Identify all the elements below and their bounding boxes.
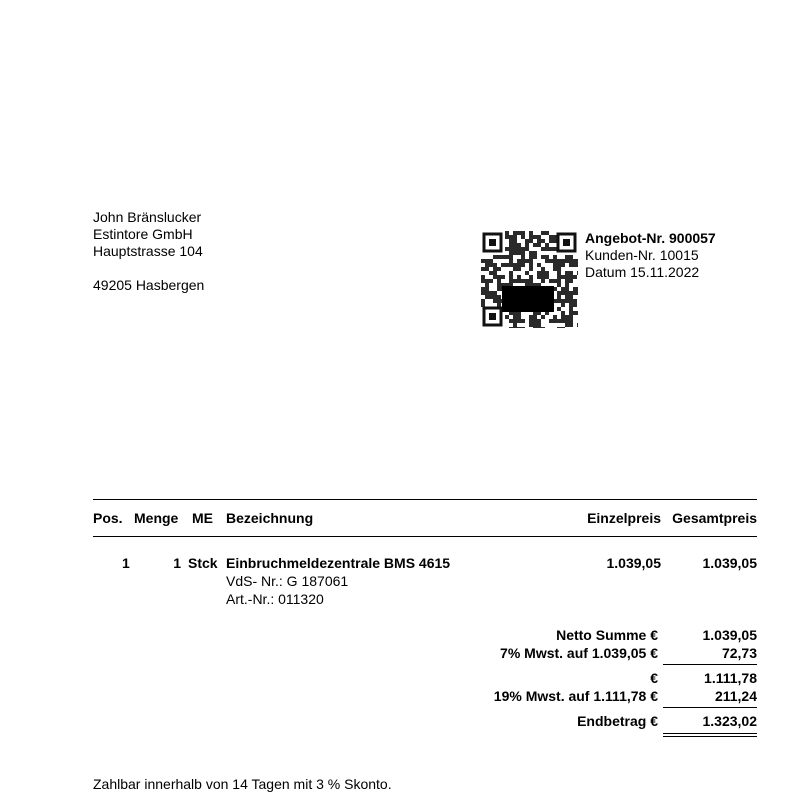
qr-cell: [569, 291, 573, 295]
qr-cell: [525, 279, 529, 283]
qr-cell: [517, 275, 521, 279]
qr-cell: [565, 287, 569, 291]
qr-cell: [545, 231, 549, 235]
qr-cell: [561, 319, 565, 323]
qr-cell: [541, 271, 545, 275]
qr-cell: [573, 263, 577, 267]
recipient-street: Hauptstrasse 104: [93, 243, 203, 259]
qr-cell: [529, 231, 533, 235]
qr-cell: [521, 319, 525, 323]
qr-cell: [553, 263, 557, 267]
qr-cell: [513, 251, 517, 255]
qr-cell: [509, 263, 513, 267]
qr-cell: [533, 315, 537, 319]
qr-cell: [557, 307, 561, 311]
qr-cell: [509, 279, 513, 283]
qr-cell: [573, 303, 577, 307]
qr-cell: [493, 267, 497, 271]
qr-cell: [569, 311, 573, 315]
qr-cell: [553, 319, 557, 323]
qr-cell: [501, 255, 505, 259]
qr-cell: [489, 291, 493, 295]
qr-cell: [549, 279, 553, 283]
qr-cell: [497, 255, 501, 259]
qr-cell: [481, 291, 485, 295]
qr-cell: [509, 235, 513, 239]
qr-cell: [521, 255, 525, 259]
qr-cell: [509, 259, 513, 263]
qr-cell: [565, 323, 569, 327]
header-pos: Pos.: [93, 510, 123, 526]
qr-cell: [553, 315, 557, 319]
qr-cell: [497, 287, 501, 291]
qr-cell: [569, 299, 573, 303]
qr-cell: [565, 299, 569, 303]
qr-cell: [497, 303, 501, 307]
qr-cell: [521, 279, 525, 283]
qr-cell: [485, 263, 489, 267]
qr-cell: [537, 323, 541, 327]
qr-cell: [525, 259, 529, 263]
row-unit: Stck: [188, 555, 218, 571]
qr-cell: [541, 239, 545, 243]
qr-cell: [569, 323, 573, 327]
qr-cell: [545, 259, 549, 263]
qr-cell: [553, 235, 557, 239]
qr-cell: [569, 315, 573, 319]
qr-cell: [541, 267, 545, 271]
qr-cell: [561, 291, 565, 295]
qr-cell: [569, 255, 573, 259]
qr-cell: [493, 263, 497, 267]
qr-cell: [557, 291, 561, 295]
qr-cell: [505, 231, 509, 235]
qr-cell: [537, 263, 541, 267]
qr-cell: [553, 259, 557, 263]
qr-cell: [537, 243, 541, 247]
qr-cell: [573, 259, 577, 263]
qr-cell: [525, 243, 529, 247]
qr-cell: [509, 275, 513, 279]
final-double-rule-2: [663, 736, 757, 737]
qr-cell: [517, 279, 521, 283]
qr-cell: [557, 263, 561, 267]
qr-cell: [561, 303, 565, 307]
row-qty: 1: [173, 555, 181, 571]
qr-cell: [553, 267, 557, 271]
qr-cell: [485, 291, 489, 295]
redaction-block: [502, 286, 554, 312]
qr-cell: [545, 275, 549, 279]
qr-cell: [537, 235, 541, 239]
qr-cell: [529, 275, 533, 279]
net-sum-value: 1.039,05: [702, 627, 757, 643]
qr-cell: [513, 263, 517, 267]
qr-cell: [505, 247, 509, 251]
qr-cell: [517, 319, 521, 323]
vat7-label: 7% Mwst. auf 1.039,05 €: [500, 645, 658, 661]
qr-cell: [493, 271, 497, 275]
qr-cell: [565, 259, 569, 263]
qr-cell: [577, 291, 578, 295]
qr-cell: [529, 323, 533, 327]
qr-cell: [565, 279, 569, 283]
qr-cell: [493, 295, 497, 299]
qr-cell: [517, 267, 521, 271]
qr-cell: [513, 243, 517, 247]
qr-cell: [537, 327, 541, 328]
qr-cell: [557, 279, 561, 283]
payment-terms: Zahlbar innerhalb von 14 Tagen mit 3 % Skonto.: [93, 776, 392, 792]
qr-cell: [529, 267, 533, 271]
qr-cell: [485, 283, 489, 287]
qr-cell: [521, 327, 525, 328]
qr-cell: [513, 267, 517, 271]
qr-cell: [561, 259, 565, 263]
qr-cell: [505, 315, 509, 319]
subtotal-label: €: [650, 670, 658, 686]
qr-cell: [509, 319, 513, 323]
vat19-label: 19% Mwst. auf 1.111,78 €: [493, 688, 658, 704]
qr-cell: [573, 291, 577, 295]
qr-cell: [485, 267, 489, 271]
qr-cell: [513, 319, 517, 323]
qr-cell: [493, 255, 497, 259]
table-top-rule: [93, 499, 757, 500]
row-pos: 1: [122, 555, 130, 571]
qr-cell: [529, 251, 533, 255]
qr-cell: [545, 243, 549, 247]
qr-cell: [489, 259, 493, 263]
qr-cell: [561, 263, 565, 267]
qr-cell: [481, 287, 485, 291]
recipient-company: Estintore GmbH: [93, 226, 193, 242]
qr-cell: [505, 263, 509, 267]
customer-number: Kunden-Nr. 10015: [585, 247, 699, 263]
row-unit-price: 1.039,05: [606, 555, 661, 571]
qr-cell: [521, 251, 525, 255]
qr-cell: [517, 327, 521, 328]
qr-cell: [573, 311, 577, 315]
qr-cell: [533, 243, 537, 247]
qr-cell: [549, 259, 553, 263]
qr-cell: [537, 271, 541, 275]
qr-cell: [497, 283, 501, 287]
qr-cell: [549, 247, 553, 251]
qr-cell: [529, 315, 533, 319]
qr-cell: [541, 247, 545, 251]
final-amount-value: 1.323,02: [702, 713, 757, 729]
row-description: Einbruchmeldezentrale BMS 4615: [226, 555, 451, 571]
qr-cell: [557, 271, 561, 275]
qr-cell: [493, 275, 497, 279]
qr-cell: [509, 255, 513, 259]
qr-cell: [509, 247, 513, 251]
qr-code-image: [481, 231, 578, 328]
qr-cell: [525, 239, 529, 243]
offer-date: Datum 15.11.2022: [585, 264, 700, 280]
qr-cell: [557, 295, 561, 299]
qr-cell: [577, 271, 578, 275]
final-amount-label: Endbetrag €: [577, 713, 658, 729]
qr-cell: [561, 327, 565, 328]
qr-cell: [501, 263, 505, 267]
qr-cell: [565, 319, 569, 323]
qr-cell: [505, 255, 509, 259]
qr-cell: [481, 267, 485, 271]
qr-cell: [565, 295, 569, 299]
qr-cell: [565, 255, 569, 259]
qr-cell: [569, 271, 573, 275]
qr-cell: [557, 283, 561, 287]
qr-cell: [517, 263, 521, 267]
qr-cell: [509, 251, 513, 255]
qr-cell: [577, 323, 578, 327]
qr-cell: [569, 263, 573, 267]
header-unit: ME: [192, 510, 213, 526]
qr-cell: [485, 287, 489, 291]
qr-cell: [565, 283, 569, 287]
qr-cell: [529, 235, 533, 239]
qr-cell: [509, 243, 513, 247]
qr-cell: [557, 275, 561, 279]
qr-cell: [577, 311, 578, 315]
qr-cell: [521, 235, 525, 239]
qr-cell: [557, 299, 561, 303]
qr-cell: [513, 279, 517, 283]
qr-cell: [569, 307, 573, 311]
qr-cell: [497, 299, 501, 303]
offer-number: Angebot-Nr. 900057: [585, 230, 716, 246]
qr-cell: [497, 279, 501, 283]
qr-cell: [525, 247, 529, 251]
qr-cell: [517, 315, 521, 319]
qr-cell: [541, 255, 545, 259]
row-total-price: 1.039,05: [702, 555, 757, 571]
qr-cell: [537, 319, 541, 323]
qr-cell: [537, 239, 541, 243]
qr-cell: [481, 275, 485, 279]
qr-cell: [493, 299, 497, 303]
final-top-rule: [663, 707, 757, 708]
qr-cell: [533, 251, 537, 255]
qr-cell: [569, 259, 573, 263]
qr-cell: [517, 251, 521, 255]
qr-cell: [493, 291, 497, 295]
qr-cell: [489, 263, 493, 267]
header-unit-price: Einzelpreis: [587, 510, 661, 526]
qr-cell: [541, 279, 545, 283]
qr-cell: [525, 271, 529, 275]
qr-cell: [569, 295, 573, 299]
qr-cell: [533, 235, 537, 239]
qr-cell: [501, 275, 505, 279]
qr-cell: [529, 255, 533, 259]
qr-cell: [549, 235, 553, 239]
qr-cell: [505, 235, 509, 239]
qr-cell: [569, 279, 573, 283]
subtotal-value: 1.111,78: [704, 670, 757, 686]
qr-cell: [529, 239, 533, 243]
table-header-rule: [93, 536, 757, 537]
qr-cell: [557, 319, 561, 323]
recipient-name: John Bränslucker: [93, 209, 202, 225]
qr-cell: [517, 259, 521, 263]
qr-cell: [533, 255, 537, 259]
qr-cell: [529, 263, 533, 267]
header-description: Bezeichnung: [226, 510, 314, 526]
qr-cell: [481, 303, 485, 307]
qr-cell: [561, 275, 565, 279]
recipient-city: 49205 Hasbergen: [93, 277, 205, 293]
qr-cell: [533, 327, 537, 328]
qr-cell: [541, 275, 545, 279]
qr-cell: [513, 323, 517, 327]
qr-cell: [565, 315, 569, 319]
qr-cell: [565, 275, 569, 279]
qr-cell: [481, 299, 485, 303]
qr-cell: [553, 239, 557, 243]
qr-cell: [533, 323, 537, 327]
qr-cell: [561, 311, 565, 315]
qr-cell: [565, 291, 569, 295]
qr-cell: [569, 319, 573, 323]
qr-cell: [553, 255, 557, 259]
qr-cell: [569, 303, 573, 307]
qr-cell: [481, 279, 485, 283]
qr-cell: [485, 295, 489, 299]
qr-cell: [489, 271, 493, 275]
qr-cell: [545, 271, 549, 275]
header-qty: Menge: [134, 510, 179, 526]
vat7-value: 72,73: [721, 645, 757, 661]
qr-cell: [553, 279, 557, 283]
qr-cell: [521, 259, 525, 263]
qr-cell: [509, 271, 513, 275]
qr-cell: [573, 275, 577, 279]
qr-cell: [577, 287, 578, 291]
vat19-value: 211,24: [714, 688, 757, 704]
qr-cell: [513, 235, 517, 239]
qr-cell: [545, 247, 549, 251]
qr-cell: [517, 247, 521, 251]
subtotal-rule: [663, 664, 757, 665]
qr-cell: [557, 267, 561, 271]
qr-cell: [497, 275, 501, 279]
qr-cell: [541, 327, 545, 328]
qr-cell: [561, 299, 565, 303]
qr-cell: [521, 263, 525, 267]
qr-cell: [569, 275, 573, 279]
qr-cell: [485, 259, 489, 263]
qr-cell: [557, 327, 561, 328]
qr-cell: [529, 259, 533, 263]
qr-cell: [513, 231, 517, 235]
qr-cell: [517, 243, 521, 247]
qr-cell: [541, 231, 545, 235]
qr-cell: [541, 315, 545, 319]
qr-cell: [529, 279, 533, 283]
qr-cell: [497, 295, 501, 299]
qr-cell: [573, 287, 577, 291]
qr-cell: [561, 287, 565, 291]
qr-cell: [529, 319, 533, 323]
qr-cell: [513, 247, 517, 251]
qr-cell: [513, 239, 517, 243]
row-vds-number: VdS- Nr.: G 187061: [226, 573, 349, 589]
final-double-rule-1: [663, 733, 757, 734]
qr-cell: [481, 259, 485, 263]
qr-cell: [489, 279, 493, 283]
qr-cell: [485, 279, 489, 283]
qr-cell: [497, 267, 501, 271]
qr-cell: [537, 275, 541, 279]
qr-cell: [573, 299, 577, 303]
header-total-price: Gesamtpreis: [672, 510, 757, 526]
net-sum-label: Netto Summe €: [556, 627, 658, 643]
qr-cell: [561, 315, 565, 319]
qr-cell: [565, 271, 569, 275]
qr-cell: [549, 319, 553, 323]
qr-cell: [577, 259, 578, 263]
qr-cell: [521, 247, 525, 251]
qr-cell: [513, 327, 517, 328]
qr-cell: [557, 259, 561, 263]
qr-cell: [521, 231, 525, 235]
qr-cell: [545, 255, 549, 259]
qr-cell: [549, 239, 553, 243]
qr-cell: [509, 239, 513, 243]
qr-cell: [577, 263, 578, 267]
qr-cell: [489, 295, 493, 299]
qr-cell: [533, 319, 537, 323]
qr-cell: [509, 327, 513, 328]
row-article-number: Art.-Nr.: 011320: [226, 591, 324, 607]
qr-cell: [517, 231, 521, 235]
qr-cell: [553, 247, 557, 251]
qr-cell: [513, 315, 517, 319]
